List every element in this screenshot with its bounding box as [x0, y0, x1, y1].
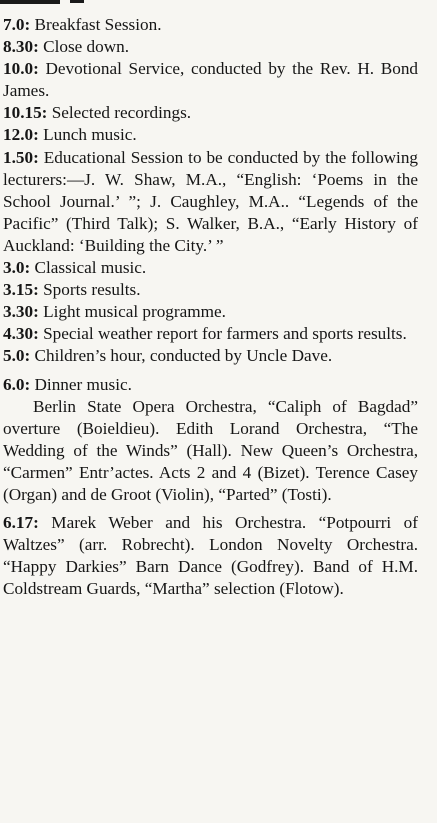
entry-text: Children’s hour, conducted by Uncle Dave. [34, 346, 333, 366]
schedule-entry [3, 323, 418, 345]
schedule-entry [3, 345, 418, 367]
schedule-entry [3, 102, 418, 124]
entry-time: 12.0: [3, 125, 39, 145]
schedule-entry [3, 124, 418, 146]
schedule-entry [3, 147, 418, 257]
entry-time: 3.30: [3, 302, 39, 322]
schedule-entry [3, 301, 418, 323]
entry-time: 4.30: [3, 324, 39, 344]
entry-text: Sports results. [43, 280, 141, 300]
entry-time: 5.0: [3, 346, 31, 366]
dinner-details-text: Berlin State Opera Orchestra, “Caliph of Bagdad” overture (Boieldieu). Edith Lorand Orchestra, “The Wedding of the Winds” (Hall). New Queen’s Orchestra, “Carmen” Entr’actes. Acts 2 and 4 (Bizet). Terence Casey (Organ) and de Groot (Violin), “Parted” (Tosti). [3, 396, 418, 504]
masthead-rule-fragment [70, 0, 84, 3]
schedule-entry [3, 279, 418, 301]
programme-column [3, 14, 418, 600]
entry-time: 10.15: [3, 103, 48, 123]
entry-text: Close down. [43, 37, 130, 57]
entry-text: Selected recordings. [51, 103, 192, 123]
schedule-entry [3, 58, 418, 102]
entry-time: 6.0: [3, 374, 31, 394]
entry-text: Light musical programme. [43, 302, 226, 322]
entry-text: Lunch music. [43, 125, 137, 145]
entry-text: Special weather report for farmers and sports results. [43, 324, 407, 344]
dinner-details [3, 396, 418, 506]
entry-time: 3.15: [3, 280, 39, 300]
schedule-entry [3, 14, 418, 36]
schedule-entry [3, 36, 418, 58]
entry-text: Devotional Service, conducted by the Rev. H. Bond James. [3, 59, 419, 101]
entry-time: 6.17: [3, 513, 39, 533]
entry-time: 7.0: [3, 15, 31, 34]
late-entry [3, 512, 418, 600]
entry-text: Classical music. [34, 258, 147, 278]
entry-text: Dinner music. [34, 374, 132, 394]
dinner-entry [3, 374, 418, 396]
entry-time: 8.30: [3, 37, 39, 57]
entry-text: Breakfast Session. [34, 15, 162, 34]
schedule-entry [3, 257, 418, 279]
entry-time: 3.0: [3, 258, 31, 278]
entry-text: Marek Weber and his Orchestra. “Potpourri of Waltzes” (arr. Robrecht). London Novelty Orchestra. “Happy Darkies” Barn Dance (Godfrey). Band of H.M. Coldstream Guards, “Martha” selection (Flotow). [3, 513, 418, 599]
entry-time: 1.50: [3, 147, 39, 167]
entry-text: Educational Session to be conducted by the following lecturers:—J. W. Shaw, M.A., “English: ‘Poems in the School Journal.’ ”; J. Caughley, M.A.. “Legends of the Pacific” (Third Talk); S. Walker, B.A., “Early History of Auckland: ‘Building the City.’ ” [3, 147, 419, 255]
masthead-rule [0, 0, 60, 4]
entry-time: 10.0: [3, 59, 39, 79]
